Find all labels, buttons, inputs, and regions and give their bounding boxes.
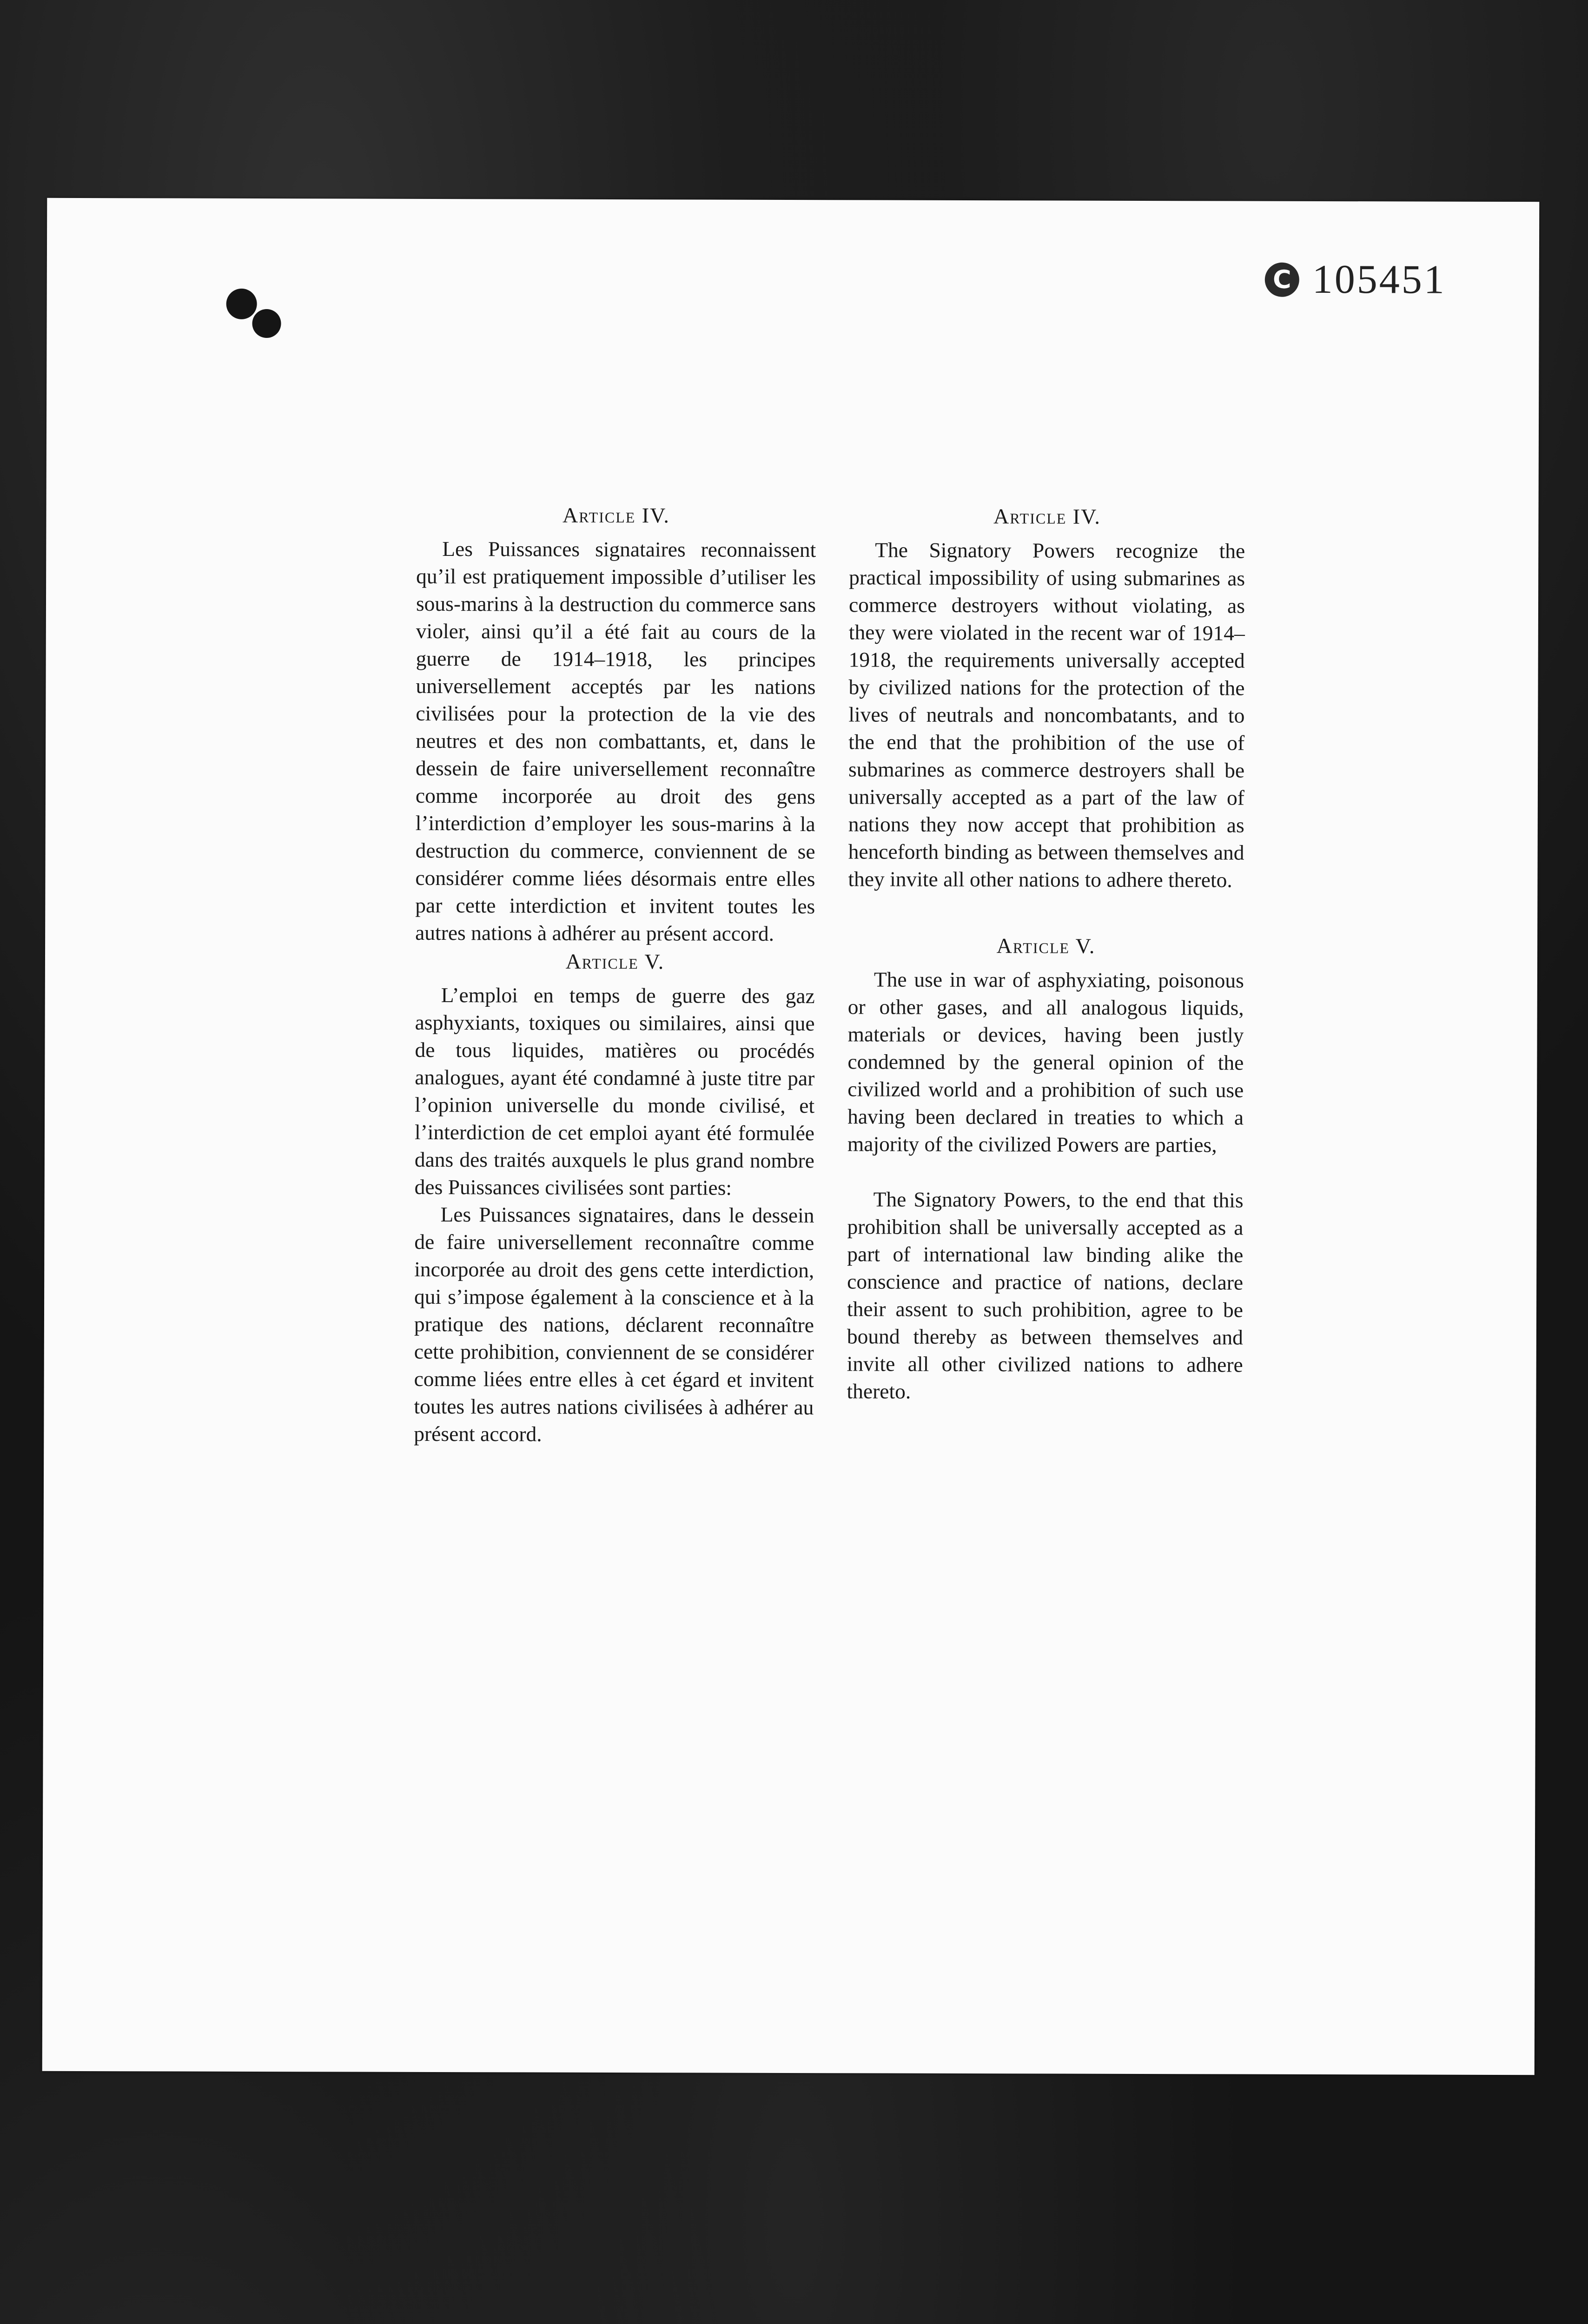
punch-hole xyxy=(252,309,281,338)
archive-stamp xyxy=(1265,256,1446,304)
page-number-stamp: 105451 xyxy=(1312,257,1446,303)
copyright-stamp-icon: C xyxy=(1265,262,1299,297)
french-column xyxy=(414,501,816,1448)
article-heading: Article IV. xyxy=(993,504,1101,528)
article-paragraph: The Signatory Powers recognize the practical impossibility of using submarines as commerce destroyers without violating, as they were violated in the recent war of 1914–1918, the requirements universally accepted by civilized nations for the protection of the lives of neutrals and noncombatants, and to the end that the prohibition of the use of submarines as commerce destroyers shall be universally accepted as a part of the law of nations they now accept that prohibition as henceforth binding as between themselves and they invite all other nations to adhere thereto. xyxy=(848,538,1245,892)
article-heading: Article V. xyxy=(565,949,665,974)
article-heading: Article IV. xyxy=(562,503,670,528)
punch-hole xyxy=(226,289,257,319)
article-paragraph: Les Puissances signataires, dans le dessein de faire universellement reconnaître comme incorporée au droit des gens cette interdiction, qui s’impose également à la conscience et à la pratique des nations, déclarent reconnaître cette prohibition, conviennent de se considérer comme liées entre elles à cet égard et invitent toutes les autres nations civilisées à adhérer au présent accord. xyxy=(414,1202,814,1446)
article-paragraph: L’emploi en temps de guerre des gaz asphyxiants, toxiques ou similaires, ainsi que de tous liquides, matières ou procédés analogues, ayant été condamné à juste titre par l’opinion universelle du monde civilisé, et l’interdiction de cet emploi ayant été formulée dans des traités auxquels le plus grand nombre des Puissances civilisées sont parties: xyxy=(414,983,815,1200)
article-paragraph: The Signatory Powers, to the end that this prohibition shall be universally accepted as a part of international law binding alike the conscience and practice of nations, declare their assent to such prohibition, agree to be bound thereby as between themselves and invite all other civilized nations to adhere thereto. xyxy=(847,1187,1244,1403)
article-paragraph: The use in war of asphyxiating, poisonous or other gases, and all analogous liquids, materials or devices, having been justly condemned by the general opinion of the civilized world and a prohibition of such use having been declared in treaties to which a majority of the civilized Powers are parties, xyxy=(847,967,1244,1157)
english-column xyxy=(847,502,1245,1406)
article-heading: Article V. xyxy=(996,934,1096,958)
article-paragraph: Les Puissances signataires reconnaissent qu’il est pratiquement impossible d’utiliser les sous-marins à la destruction du commerce sans violer, ainsi qu’il a été fait au cours de la guerre de 1914–1918, les principes universellement acceptés par les nations civilisées pour la protection de la vie des neutres et des non combattants, et, dans le dessein de faire universellement reconnaître comme incorporée au droit des gens l’interdiction d’employer les sous-marins à la destruction du commerce, conviennent de se considérer comme liées désormais entre elles par cette interdiction et invitent toutes les autres nations à adhérer au présent accord. xyxy=(415,537,816,945)
document-page xyxy=(42,198,1540,2075)
